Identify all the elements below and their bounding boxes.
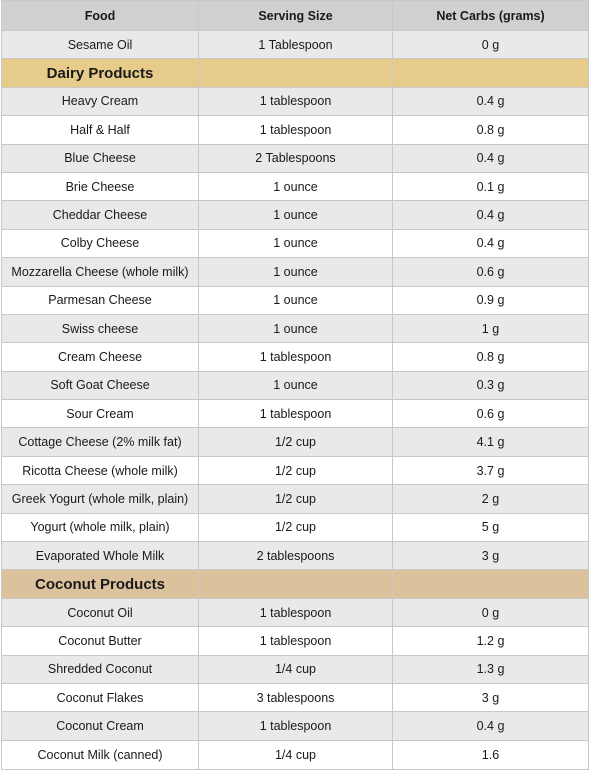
section-empty-cell [199, 59, 393, 86]
net-carbs-cell: 0.8 g [476, 349, 505, 364]
food-cell: Parmesan Cheese [2, 287, 199, 314]
food-cell: Shredded Coconut [2, 656, 199, 683]
net-carbs-cell: 3 g [481, 690, 500, 705]
serving-size-cell: 1/2 cup [199, 457, 393, 484]
serving-size-cell: 1/2 cup [199, 514, 393, 541]
serving-size-cell: 1 tablespoon [199, 88, 393, 115]
net-carbs-cell: 1.3 g [476, 662, 505, 677]
food-cell: Swiss cheese [2, 315, 199, 342]
net-carbs-cell: 0.6 g [476, 406, 505, 421]
net-carbs-cell: 0.6 g [476, 264, 505, 279]
table-row [2, 201, 588, 229]
serving-size-cell: 1 ounce [199, 372, 393, 399]
net-carbs-cell: 0.4 g [476, 94, 505, 109]
food-cell: Coconut Flakes [2, 684, 199, 711]
section-empty-cell [393, 570, 588, 597]
net-carbs-cell: 2 g [481, 491, 500, 506]
food-cell: Cottage Cheese (2% milk fat) [2, 428, 199, 455]
table-row [2, 116, 588, 144]
serving-size-cell: 2 tablespoons [199, 542, 393, 569]
food-cell: Soft Goat Cheese [2, 372, 199, 399]
serving-size-cell: 1 tablespoon [199, 343, 393, 370]
section-header-row [2, 570, 588, 598]
net-carbs-cell: 0.9 g [476, 293, 505, 308]
food-cell: Mozzarella Cheese (whole milk) [2, 258, 199, 285]
table-row [2, 684, 588, 712]
net-carbs-cell: 1.6 [481, 747, 500, 762]
serving-size-cell: 1/4 cup [199, 656, 393, 683]
net-carbs-cell: 0.3 g [476, 378, 505, 393]
net-carbs-cell: 5 g [481, 520, 500, 535]
food-cell: Sesame Oil [2, 31, 199, 58]
net-carbs-cell: 0.4 g [476, 208, 505, 223]
food-cell: Blue Cheese [2, 145, 199, 172]
serving-size-cell: 2 Tablespoons [199, 145, 393, 172]
net-carbs-cell: 0 g [481, 37, 500, 52]
net-carbs-cell: 0.1 g [476, 179, 505, 194]
header-food: Food [2, 1, 199, 30]
section-title: Coconut Products [2, 570, 199, 597]
food-cell: Cream Cheese [2, 343, 199, 370]
serving-size-cell: 1 tablespoon [199, 599, 393, 626]
section-title: Dairy Products [2, 59, 199, 86]
table-row [2, 372, 588, 400]
table-row [2, 145, 588, 173]
net-carbs-cell: 1 g [481, 321, 500, 336]
table-row [2, 656, 588, 684]
food-cell: Ricotta Cheese (whole milk) [2, 457, 199, 484]
serving-size-cell: 1/2 cup [199, 428, 393, 455]
serving-size-cell: 3 tablespoons [199, 684, 393, 711]
table-row [2, 173, 588, 201]
food-cell: Brie Cheese [2, 173, 199, 200]
section-empty-cell [199, 570, 393, 597]
food-cell: Yogurt (whole milk, plain) [2, 514, 199, 541]
section-header-row [2, 59, 588, 87]
net-carbs-cell: 1.2 g [476, 633, 505, 648]
table-row [2, 741, 588, 769]
serving-size-cell: 1 tablespoon [199, 627, 393, 654]
food-cell: Evaporated Whole Milk [2, 542, 199, 569]
net-carbs-cell: 0.4 g [476, 719, 505, 734]
food-cell: Coconut Butter [2, 627, 199, 654]
table-row [2, 31, 588, 59]
serving-size-cell: 1 tablespoon [199, 116, 393, 143]
food-cell: Cheddar Cheese [2, 201, 199, 228]
nutrition-table [1, 0, 589, 770]
table-row [2, 258, 588, 286]
section-empty-cell [393, 59, 588, 86]
food-cell: Heavy Cream [2, 88, 199, 115]
food-cell: Coconut Oil [2, 599, 199, 626]
net-carbs-cell: 0 g [481, 605, 500, 620]
serving-size-cell: 1 ounce [199, 258, 393, 285]
serving-size-cell: 1 Tablespoon [199, 31, 393, 58]
food-cell: Coconut Cream [2, 712, 199, 739]
food-cell: Coconut Milk (canned) [2, 741, 199, 769]
net-carbs-cell: 3 g [481, 548, 500, 563]
serving-size-cell: 1/4 cup [199, 741, 393, 769]
serving-size-cell: 1 tablespoon [199, 712, 393, 739]
table-row [2, 287, 588, 315]
net-carbs-cell: 0.4 g [476, 236, 505, 251]
serving-size-cell: 1/2 cup [199, 485, 393, 512]
net-carbs-cell: 4.1 g [476, 435, 505, 450]
net-carbs-cell: 3.7 g [476, 463, 505, 478]
table-row [2, 627, 588, 655]
serving-size-cell: 1 tablespoon [199, 400, 393, 427]
table-row [2, 428, 588, 456]
table-row [2, 514, 588, 542]
table-header-row [2, 1, 588, 31]
food-cell: Half & Half [2, 116, 199, 143]
header-net-carbs: Net Carbs (grams) [436, 8, 545, 23]
serving-size-cell: 1 ounce [199, 230, 393, 257]
table-body [2, 31, 588, 769]
table-row [2, 542, 588, 570]
table-row [2, 485, 588, 513]
net-carbs-cell: 0.4 g [476, 151, 505, 166]
table-row [2, 599, 588, 627]
table-row [2, 712, 588, 740]
net-carbs-cell: 0.8 g [476, 122, 505, 137]
table-row [2, 88, 588, 116]
table-row [2, 343, 588, 371]
table-row [2, 400, 588, 428]
serving-size-cell: 1 ounce [199, 173, 393, 200]
food-cell: Colby Cheese [2, 230, 199, 257]
table-row [2, 230, 588, 258]
serving-size-cell: 1 ounce [199, 287, 393, 314]
header-serving-size: Serving Size [199, 1, 393, 30]
food-cell: Greek Yogurt (whole milk, plain) [2, 485, 199, 512]
serving-size-cell: 1 ounce [199, 201, 393, 228]
table-row [2, 315, 588, 343]
table-row [2, 457, 588, 485]
serving-size-cell: 1 ounce [199, 315, 393, 342]
food-cell: Sour Cream [2, 400, 199, 427]
